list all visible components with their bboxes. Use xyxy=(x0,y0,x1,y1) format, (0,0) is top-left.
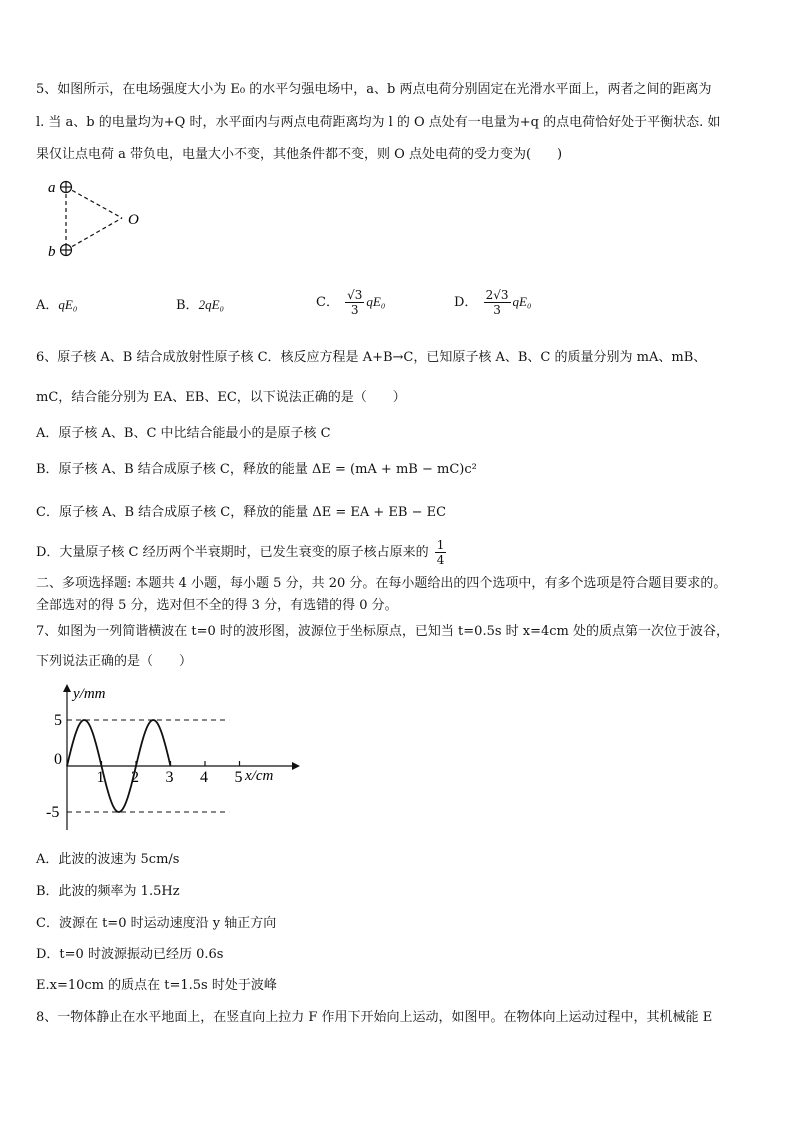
q6-option-b: B．原子核 A、B 结合成原子核 C，释放的能量 ΔE = (mA + mB − mC)c² xyxy=(36,462,477,477)
q5-option-c: C． $\frac{√3}{3}$ qE₀ xyxy=(316,288,386,317)
q6-line1: 6、原子核 A、B 结合成放射性原子核 C．核反应方程是 A+B→C，已知原子核 A、B、C 的质量分别为 mA、mB、 xyxy=(36,350,707,365)
q7-option-c: C．波源在 t=0 时运动速度沿 y 轴正方向 xyxy=(36,916,277,931)
q5-option-d-fraction: $\frac{2√3}{3}$ xyxy=(485,288,509,317)
q7-line2: 下列说法正确的是（ ） xyxy=(36,654,193,669)
q7-line1: 7、如图为一列简谐横波在 t=0 时的波形图，波源位于坐标原点，已知当 t=0.5s 时 x=4cm 处的质点第一次位于波谷， xyxy=(36,624,730,639)
q6-option-a: A．原子核 A、B、C 中比结合能最小的是原子核 C xyxy=(36,426,331,441)
section2-line2: 全部选对的得 5 分，选对但不全的得 3 分，有选错的得 0 分。 xyxy=(36,598,398,613)
label-a: a xyxy=(48,180,56,196)
y-tick-label: 0 xyxy=(54,751,62,768)
label-b: b xyxy=(48,244,56,260)
label-o: O xyxy=(128,212,139,228)
q5-line3: 果仅让点电荷 a 带负电，电量大小不变，其他条件都不变，则 O 点处电荷的受力变为( ) xyxy=(36,147,563,162)
x-axis-arrow-icon xyxy=(292,762,300,770)
x-tick-label: 1 xyxy=(96,769,105,786)
q7-option-a: A．此波的波速为 5cm/s xyxy=(36,852,180,867)
charge-diagram xyxy=(40,175,150,265)
q5-option-a: A．qE₀ xyxy=(36,297,78,313)
q8-line1: 8、一物体静止在水平地面上，在竖直向上拉力 F 作用下开始向上运动，如图甲。在物体向上运动过程中，其机械能 E xyxy=(36,1010,713,1025)
y-tick-label: -5 xyxy=(46,804,60,821)
q6-option-d-fraction: $\frac{1}{4}$ xyxy=(436,538,445,567)
q5-option-d: D． $\frac{2√3}{3}$ qE₀ xyxy=(454,288,532,317)
x-axis-label: x/cm xyxy=(245,768,274,784)
q7-option-d: D．t=0 时波源振动已经历 0.6s xyxy=(36,947,224,962)
wave-chart xyxy=(40,680,300,830)
q6-line2: mC，结合能分别为 EA、EB、EC，以下说法正确的是（ ） xyxy=(36,390,406,405)
q6-option-d: D．大量原子核 C 经历两个半衰期时，已发生衰变的原子核占原来的 $\frac{1}{4}$ xyxy=(36,538,445,567)
q5-option-b: B．2qE₀ xyxy=(176,297,225,313)
q5-line2: l. 当 a、b 的电量均为+Q 时，水平面内与两点电荷距离均为 l 的 O 点处有一电量为+q 的点电荷恰好处于平衡状态. 如 xyxy=(36,115,721,130)
q5-option-c-fraction: $\frac{√3}{3}$ xyxy=(347,288,363,317)
q6-option-c: C．原子核 A、B 结合成原子核 C，释放的能量 ΔE = EA + EB − EC xyxy=(36,505,447,520)
q5-line1: 5、如图所示，在电场强度大小为 E₀ 的水平匀强电场中，a、b 两点电荷分别固定在光滑水平面上，两者之间的距离为 xyxy=(36,82,712,97)
charge-b-icon xyxy=(61,245,72,256)
charge-a-icon xyxy=(61,182,72,193)
x-tick-label: 2 xyxy=(131,769,139,786)
y-axis-arrow-icon xyxy=(63,684,71,692)
x-tick-label: 5 xyxy=(234,769,243,786)
x-tick-label: 4 xyxy=(200,769,208,786)
y-axis-label: y/mm xyxy=(73,686,106,702)
q7-option-e: E.x=10cm 的质点在 t=1.5s 时处于波峰 xyxy=(36,978,277,993)
section2-line1: 二、多项选择题: 本题共 4 小题，每小题 5 分，共 20 分。在每小题给出的四个选项中，有多个选项是符合题目要求的。 xyxy=(36,576,727,591)
x-tick-label: 3 xyxy=(165,769,174,786)
q7-option-b: B．此波的频率为 1.5Hz xyxy=(36,884,180,899)
y-tick-label: 5 xyxy=(54,712,62,729)
